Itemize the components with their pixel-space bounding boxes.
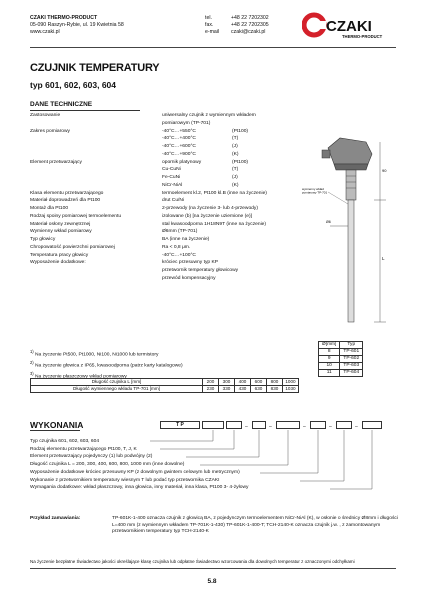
company-website[interactable]: www.czaki.pl xyxy=(30,29,60,36)
diameter-cell: 9 xyxy=(319,355,340,362)
page-title: CZUJNIK TEMPERATURY xyxy=(30,62,160,74)
example-text: TP-601K-1-400 oznacza czujnik z głowicą BA, z pojedynczym termoelementem NiCr-NiAl (K), w osłonie o średnicy Ø8mm i długości L=400 mm (z wymiennym wkładem TP-701K-1-430) TP-601K-1-400-T; TCH-2140-K oznacza czujnik j.w. , z zamontowanym przetwornikiem temperatury typ TCH-2140-K xyxy=(112,516,398,535)
spec-label: Zastosowanie xyxy=(30,113,61,118)
spec-value: -40°C…+400°C xyxy=(162,136,196,142)
order-code-field-accessory xyxy=(310,421,326,429)
length-cell: 1000 xyxy=(283,379,299,386)
type-cell: TP-601 xyxy=(340,348,363,355)
spec-value: -40°C…+600°C xyxy=(162,144,196,149)
insert-cell: 430 xyxy=(235,385,251,392)
fax-value: +48 22 7202305 xyxy=(231,22,269,29)
diameter-cell: 8 xyxy=(319,348,340,355)
order-code-field-transmitter xyxy=(336,421,352,429)
insert-cell: 330 xyxy=(219,385,235,392)
type-cell: TP-602 xyxy=(340,355,363,362)
order-code-field-extra xyxy=(362,421,382,429)
insert-cell: 630 xyxy=(251,385,267,392)
spec-value: -40°C…+900°C xyxy=(162,151,196,157)
spec-value: NiCr-NiAl xyxy=(162,182,183,188)
spec-code: (J) xyxy=(232,144,238,149)
table-row xyxy=(31,379,299,386)
spec-code: (Pt100) xyxy=(232,128,249,134)
spec-label: Montaż dla Pt100 xyxy=(30,206,69,211)
spec-label: Chropowatość powierzchni pomiarowej xyxy=(30,244,115,250)
length-cell: 600 xyxy=(251,379,267,386)
spec-value: termoelement kl.2, Pt100 kl.B (inne na życzenie) xyxy=(162,190,267,196)
order-code-field-element xyxy=(226,421,242,429)
table-row xyxy=(31,385,299,392)
notes-list xyxy=(30,348,183,382)
spec-value: Fe-CuNi xyxy=(162,175,181,180)
company-name: CZAKI THERMO-PRODUCT xyxy=(30,15,98,21)
order-section-title: WYKONANIA xyxy=(30,420,84,430)
order-code-field-type xyxy=(202,421,224,429)
order-code-dash: – xyxy=(329,424,332,430)
page-number: 5.8 xyxy=(207,578,217,585)
dim-top: 90 xyxy=(382,168,387,173)
order-code-dash: – xyxy=(355,424,358,430)
spec-label: Materiał osłony zewnętrznej xyxy=(30,221,91,227)
spec-value: 2-przewody (na życzenie 3- lub 4-przewody) xyxy=(162,206,258,211)
section-tech-title: DANE TECHNICZNE xyxy=(30,101,93,108)
spec-label: Zakres pomiarowy xyxy=(30,128,70,134)
head-label: wymienny wkład pomiarowy TP-701 xyxy=(302,187,328,195)
footer-divider xyxy=(30,568,396,569)
spec-value: -40°C…+550°C xyxy=(162,128,196,134)
type-cell: TP-603 xyxy=(340,362,363,369)
spec-label: Temperatura pracy głowicy xyxy=(30,252,89,258)
order-line: Długość czujnika L = 200, 300, 400, 600, 800, 1000 mm (inne dowolne) xyxy=(30,462,185,468)
spec-value: BA (inne na życzenie) xyxy=(162,237,210,242)
spec-value: izolowane (b) [na życzenie uziemione (e)] xyxy=(162,213,252,219)
type-cell: TP-604 xyxy=(340,369,363,376)
company-info xyxy=(30,15,124,37)
spec-value: Ra < 0,8 μm. xyxy=(162,244,191,250)
spec-code: (J) xyxy=(232,175,238,180)
order-line: Wymagania dodatkowe: wkład płaszczowy, inna głowica, inny materiał, inna klasa, Pt100 3- 4-żyłowy xyxy=(30,485,249,491)
length-cell: 300 xyxy=(219,379,235,386)
note-1: $^{1)}$ Na życzenie Pt500, Pt1000, Ni100, Ni1000 lub termistory xyxy=(30,349,159,358)
length-cell: 200 xyxy=(203,379,219,386)
order-code-dash: – xyxy=(303,424,306,430)
type-col-header: Typ xyxy=(340,342,363,349)
tel-label: tel. xyxy=(205,15,212,21)
dim-diameter: Ø6 xyxy=(326,220,331,224)
diameter-cell: 10 xyxy=(319,362,340,369)
spec-value: Ø6mm (TP-701) xyxy=(162,229,198,235)
order-line: Rodzaj elementu przetwarzającego Pt100, T, J, K xyxy=(30,446,137,452)
svg-text:CZAKI: CZAKI xyxy=(326,18,372,35)
page-subtitle: typ 601, 602, 603, 604 xyxy=(30,80,117,90)
spec-code: (Pt100) xyxy=(232,159,249,165)
footnote: Na życzenie bezpłatne Świadectwo jakości określające klasę czujnika lub odpłatne Świadectwo wzorcowania dla dowolnych temperatur z oznaczonymi odchyłkami xyxy=(30,559,355,564)
email-label: e-mail xyxy=(205,29,220,36)
header-divider xyxy=(30,47,396,48)
order-line: Element przetwarzający pojedynczy (1) lub podwójny (2) xyxy=(30,454,153,460)
fax-label: fax. xyxy=(205,22,214,29)
spec-value: uniwersalny czujnik z wymiennym wkładem xyxy=(162,113,256,118)
insert-row-label: Długość wymiennego wkładu TP-701 [mm] xyxy=(31,385,203,392)
spec-value: Cu-CuNi xyxy=(162,167,181,173)
example-label: Przykład zamawiania: xyxy=(30,516,81,521)
company-address: 05-090 Raszyn-Rybie, ul. 19 Kwietnia 58 xyxy=(30,22,124,29)
insert-cell: 1030 xyxy=(283,385,299,392)
contact-info xyxy=(205,15,269,37)
section-tech-underline xyxy=(30,110,140,111)
diameter-col-header: Ø[mm] xyxy=(319,342,340,349)
length-cell: 400 xyxy=(235,379,251,386)
spec-label: Typ głowicy xyxy=(30,237,56,242)
sensor-drawing xyxy=(300,130,400,330)
order-code-dash: – xyxy=(245,424,248,430)
spec-value: stal kwasoodporna 1H18N9T (inne na życzenie) xyxy=(162,221,267,227)
spec-code: (T) xyxy=(232,136,239,142)
spec-code: (K) xyxy=(232,151,239,157)
spec-value: drut Cu/Ni xyxy=(162,198,185,204)
tel-value: +48 22 7202302 xyxy=(231,15,269,21)
note-2: $^{2)}$ Na życzenie głowica z IP65, kwasoodporna (patrz karty katalogowe) xyxy=(30,360,183,369)
order-line: Wyposażenie dodatkowe króciec przesuwny KP (z dowolnym gwintem celowym lub metrycznym) xyxy=(30,469,240,475)
diameter-cell: 11 xyxy=(319,369,340,376)
spec-code: (T) xyxy=(232,167,239,173)
table-row xyxy=(319,369,363,376)
spec-label: Wyposażenie dodatkowe: xyxy=(30,260,86,266)
spec-value: -40°C…+100°C xyxy=(162,252,196,258)
order-line: Wykonanie z przetwornikiem temperatury wiesnym T lub podać typ przetwornika CZAKI xyxy=(30,477,220,483)
table-row xyxy=(319,348,363,355)
spec-label: Klasa elementu przetwarzającego xyxy=(30,190,104,196)
spec-value: opornik platynowy xyxy=(162,159,202,165)
insert-cell: 830 xyxy=(267,385,283,392)
insert-cell: 230 xyxy=(203,385,219,392)
order-code-dash: – xyxy=(269,424,272,430)
note-3: $^{3)}$ Na życzenie płaszczowy wkład pomiarowy xyxy=(30,371,127,381)
table-row xyxy=(319,362,363,369)
spec-value: pomiarowym (TP-701) xyxy=(162,120,211,126)
dim-length: L xyxy=(382,256,385,261)
spec-label: Element przetwarzający xyxy=(30,159,82,165)
spec-value: króciec przesuwny typ KP xyxy=(162,260,218,266)
length-cell: 800 xyxy=(267,379,283,386)
table-row xyxy=(319,355,363,362)
spec-code: (K) xyxy=(232,182,239,188)
spec-label: Rodzaj spoiny pomiarowej termoelementu xyxy=(30,213,122,219)
length-row-label: Długość czujnika L [mm] xyxy=(31,379,203,386)
email-value[interactable]: czaki@czaki.pl xyxy=(231,29,266,36)
order-code-prefix: T P xyxy=(160,421,200,429)
spec-label: Wymienny wkład pomiarowy xyxy=(30,229,92,235)
order-line: Typ czujnika 601, 602, 603, 604 xyxy=(30,439,100,444)
spec-value: przetwornik temperatury głowicowy xyxy=(162,268,239,273)
order-code-field-count xyxy=(252,421,266,429)
order-code-field-length xyxy=(276,421,300,429)
czaki-logo xyxy=(302,12,394,42)
diameter-table xyxy=(318,341,363,377)
order-lines xyxy=(30,438,248,492)
svg-text:THERMO-PRODUCT: THERMO-PRODUCT xyxy=(342,34,383,39)
spec-label: Materiał doprowadzeń dla Pt100 xyxy=(30,198,101,204)
length-table xyxy=(30,378,299,393)
spec-value: przewód kompensacyjny xyxy=(162,275,216,281)
